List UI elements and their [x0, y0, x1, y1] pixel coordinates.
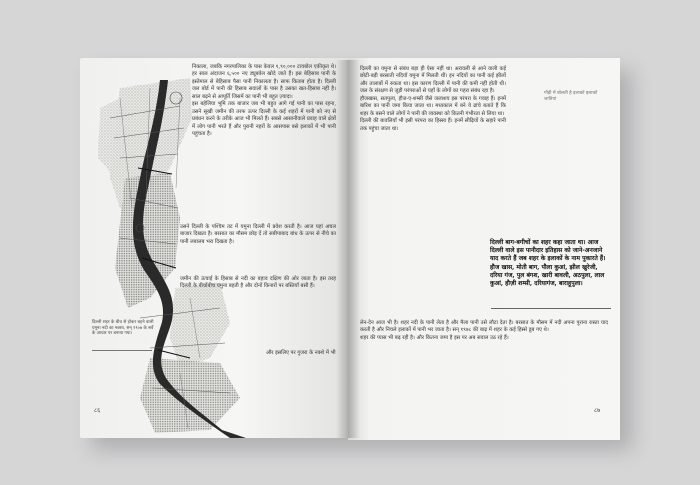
- right-page: [348, 58, 620, 440]
- left-body-text-4: [266, 350, 336, 357]
- left-page: [80, 58, 348, 438]
- page-number-right: ८७: [594, 407, 601, 414]
- paragraph: और इसलिए पर गुजरा के नक्शे में भी: [266, 350, 336, 356]
- page-number-left: ८६: [94, 407, 101, 414]
- left-body-text-3: [180, 276, 336, 291]
- paragraph: उसने दिल्ली के पश्चिम तट में यमुना दिल्ली में प्रवेश करती है। आज यहां अचल बाजार दिखता है। बरसात का मौसम छोड़ दें तो सबीपाबाद बांध के ऊपर से नीचे का पानी लबालब भरा दिखता है।: [180, 224, 336, 245]
- paragraph: हौजखास, सतपुला, हौज-ए-शम्सी जैसे जलाशय इस परंपरा के गवाह हैं। इनमें बारिश का पानी जमा किया जाता था। मध्यकाल में बने ये ढांचे बताते हैं कि शहर के बसने वाले लोगों ने पानी की व्यवस्था को कितनी गंभीरता से लिया था।: [360, 95, 506, 117]
- running-header: गौड़ी में बोलती है इलाकों इलाकों जातियां: [544, 91, 598, 103]
- paragraph: जमीन की ऊंचाई के हिसाब से नदी का बहाव दक्षिण की ओर जाता है। इस तरह दिल्ली के बीचोंबीच यमुना बहती है और दोनों किनारों पर बस्तियाँ बसी हैं।: [180, 276, 336, 290]
- pull-quote-rule: [491, 308, 611, 309]
- paragraph: शहर की प्यास भी बढ़ रही है। और कितना जमा है इस पर अब सवाल उठ रहे हैं।: [360, 334, 509, 341]
- paragraph: दिल्ली की बावलियाँ भी इसी परंपरा का हिस्सा हैं। इनमें सीढ़ियों के सहारे पानी तक पहुंचा जाता था।: [360, 118, 506, 132]
- paragraph: निकाला, जबकि नगरपालिका के पास केवल १,९०,००० टायबोल एकीकृत थे। हर साल अंदाजन ६,५०० नए ड्यूबवेल खोदे जाते हैं। इस बेहिसाब पानी के इस्तेमाल से बेहिसाब पैसा पानी निकालता है। साफ किताब होता है। दिल्ली जल बोर्ड में पानी की हिसाब सवालों के पास है उसका खत-हिसाब नहीं है। साल बढ़ने से आपूर्ति जिसमें का पानी भी बहुत ज़्यादा।: [192, 64, 336, 100]
- paragraph: दिल्ली का यमुना से संबंध बड़ा ही ऐसा नहीं था। अरावली से आने वाली कई छोटी-बड़ी बरसाती नदियाँ यमुना में मिलती थीं। इन नदियों का पानी कई झीलों और तालाबों में रुकता था। इस कारण दिल्ली में पानी की कमी नहीं होती थी। जल के संरक्षण से जुड़ी परंपराओं से यहाँ के लोगों का गहरा संबंध रहा है।: [360, 66, 506, 95]
- paragraph: इस बहेलिया भूमि तक बाजार जब भी बहुत आगे गई पानी का पास रहना, उसने सूखी जमीन की तरफ ऊपर दिल्ली के कई शहरों में पानी को नए से प्रबंधन करने के तरीके आज भी मिलते हैं। सबसे आसानीवाले प्रवाह वाले क्षेत्रों में लोग पानी भरते हैं और पुरानी नहरों के आसपास बसे इलाकों में भी पानी पहुंचता है।: [192, 101, 336, 138]
- book-spine-gutter: [336, 60, 360, 438]
- caption-rule: [92, 350, 152, 351]
- left-body-text-1: [192, 64, 336, 139]
- pull-quote: दिल्ली बाग-बगीचों का शहर कहा जाता था। आज दिल्ली वाले इस पानीदार इतिहास को जाने-अनजाने याद करते हैं जब शहर के इलाकों के नाम पुकारते हैं। हौज खास, मोती बाग, पौला कुआं, झील खुरेजी, दरिया गंज, पुल बंगश, खारी बावली, अठपुला, लाल कुआं, हौज़ी शम्सी, दरियागंज, बाराहूपुला।: [490, 239, 606, 288]
- map-caption: दिल्ली शहर के बीच से होकर बहने वाली यमुना नदी का नक्शा, सन् १९०७ के सर्वे के आधार पर बनाया गया।: [92, 320, 154, 337]
- paragraph: लेन-देन आज भी है। शहर नदी के पानी लेता है और मैला पानी उसे लौटा देता है। बरसात के मौसम में नदी अपना पुराना रास्ता याद करती है और निचले इलाकों में पानी भर जाता है। सन् १९७८ की बाढ़ में शहर के कई हिस्से डूब गए थे।: [360, 320, 608, 334]
- left-body-text-2: [180, 224, 336, 246]
- right-body-text-1: [360, 66, 506, 133]
- right-body-text-2: [360, 320, 608, 342]
